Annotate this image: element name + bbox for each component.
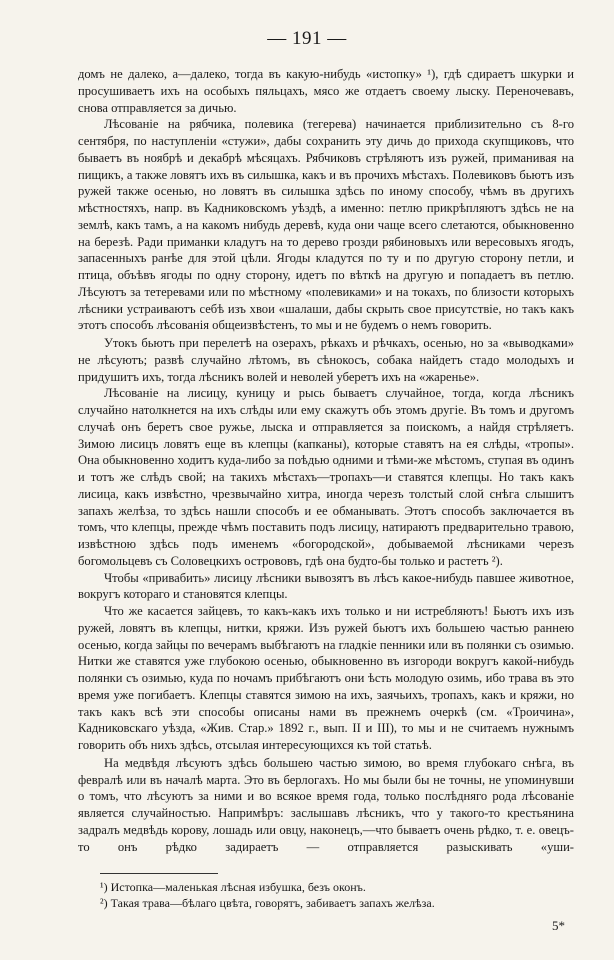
footnote-2: ²) Такая трава—бѣлаго цвѣта, говорятъ, забиваетъ запахъ желѣза. [100,895,435,910]
paragraph-5: Чтобы «привабить» лисицу лѣсники вывозятъ въ лѣсъ какое-нибудь павшее животное, вокругъ котораго и становятся клепцы. [78,570,574,602]
paragraph-2: Лѣсованіе на рябчика, полевика (тегерева) начинается приблизительно съ 8-го сентября, по наступленіи «стужи», дабы сохранить эту дичь до прихода скупщиковъ, что бываетъ въ ноябрѣ и декабрѣ мѣсяцахъ. Рябчиковъ стрѣляютъ изъ ружей, приманивая на пищикъ, а также ловятъ ихъ въ силышка, какъ и въ прочихъ мѣстахъ. Полевиковъ бьютъ изъ ружей также осенью, но ловятъ въ силышка здѣсь по иному способу, чѣмъ въ другихъ мѣстностяхъ, напр. въ Кадниковскомъ уѣздѣ, а именно: петлю прикрѣпляютъ здѣсь не на землѣ, какъ тамъ, а на какомъ нибудь деревѣ, куда они чаще всего слетаются, обыкновенно на березѣ. Ради приманки кладутъ на то дерево грозди рябиновыхъ или вересовыхъ ягодъ, запасенныхъ ранѣе для этой цѣли. Ягоды кладутся по ту и по другую сторону петли, и птица, объѣвъ ягоды по одну сторону, идетъ по вѣткѣ на другую и попадаетъ въ петлю. Лѣсуютъ за тетеревами или по мѣстному «полевиками» и на токахъ, по близости которыхъ лѣсники устраиваютъ себѣ изъ хвои «шалаши, дабы скрыть свое присутствіе, но такъ какъ этотъ способъ лѣсованія общеизвѣстенъ, то мы и не будемъ о немъ говорить. [78,117,574,333]
footnote-divider [100,873,218,874]
paragraph-4: Лѣсованіе на лисицу, куницу и рысь бываетъ случайное, тогда, когда лѣсникъ случайно натолкнется на ихъ слѣды или ему скажутъ объ этомъ другіе. Въ томъ и другомъ случаѣ онъ беретъ свое ружье, лыска и отправляется за поискомъ, а найдя стрѣляетъ. Зимою лисицъ ловятъ еще въ клепцы (капканы), которые ставятъ на ея слѣды, «тропы». Она обыкновенно ходитъ куда-либо за поѣдью одними и тѣми-же мѣстомъ, ступая въ одинъ и тотъ же слѣдъ свой; на такихъ мѣстахъ—тропахъ—и ставятся клепцы. Но такъ какъ лисица, какъ извѣстно, чрезвычайно хитра, иногда черезъ толстый слой снѣга слышитъ запахъ желѣза, то здѣсь нашли способъ и ее обманывать. Этотъ способъ заключается въ томъ, что клепцы, прежде чѣмъ поставить подъ лисицу, натираютъ предварительно травою, извѣстною здѣсь подъ именемъ «богородской», добываемой лѣсниками черезъ богомольцевъ съ Соловецкихъ острововъ, гдѣ она будто-бы только и растетъ ²). [78,386,574,568]
paragraph-3: Утокъ бьютъ при перелетѣ на озерахъ, рѣкахъ и рѣчкахъ, осенью, но за «выводками» не лѣсуютъ; развѣ случайно лѣтомъ, въ сѣнокосъ, собака найдетъ стадо молодыхъ и придушитъ ихъ, тогда лѣсникъ волей и неволей уберетъ ихъ на «жаренье». [78,336,574,384]
page-number: — 191 — [267,28,347,49]
paragraph-1: домъ не далеко, а—далеко, тогда въ какую-нибудь «истопку» ¹), гдѣ сдираетъ шкурки и просушиваетъ ихъ на особыхъ пяльцахъ, мясо же отдаетъ своему лыску. Переночевавъ, снова отправляется за дичью. [78,67,574,115]
footnote-1: ¹) Истопка—маленькая лѣсная избушка, безъ оконъ. [100,880,366,894]
footnotes [78,880,574,911]
printer-signature-mark: 5* [552,918,565,933]
paragraph-6: Что же касается зайцевъ, то какъ-какъ ихъ только и ни истребляютъ! Бьютъ ихъ изъ ружей, ловятъ въ клепцы, нитки, кряжи. Изъ ружей бьютъ ихъ большею частью раннею осенью, когда зайцы по вечерамъ выбѣгаютъ на гладкіе пенники или въ полянки съ озимью. Нитки же ставятся уже глубокою осенью, обыкновенно въ изгороди вокругъ какой-нибудь полянки съ озимью, куда по ночамъ прибѣгаютъ они ѣсть молодую озимь, ибо трава въ это время уже погибаетъ. Клепцы ставятся зимою на ихъ, заячьихъ, тропахъ, какъ и кряжи, но такъ какъ всѣ эти способы описаны нами въ прежнемъ очеркѣ (см. «Троичина», Кадниковскаго уѣзда, «Жив. Стар.» 1892 г., вып. II и III), то мы и не считаемъ нужнымъ говорить объ нихъ здѣсь, отсылая интересующихся къ той статьѣ. [78,604,574,752]
paragraph-7: На медвѣдя лѣсуютъ здѣсь большею частью зимою, во время глубокаго снѣга, въ февралѣ или въ началѣ марта. Это въ берлогахъ. Но мы были бы не точны, не упоминувши о томъ, что лѣсуютъ за ними и во всякое время года, только послѣдняго рода лѣсованіе является случайностью. Напримѣръ: заслышавъ лѣсникъ, что у такого-то крестьянина задралъ медвѣдь корову, лошадь или овцу, наконецъ,—что бываетъ очень рѣдко, т. е. овецъ-то онъ рѣдко задираетъ — отправляется разыскивать «уши- [78,755,574,854]
main-text [78,66,574,855]
